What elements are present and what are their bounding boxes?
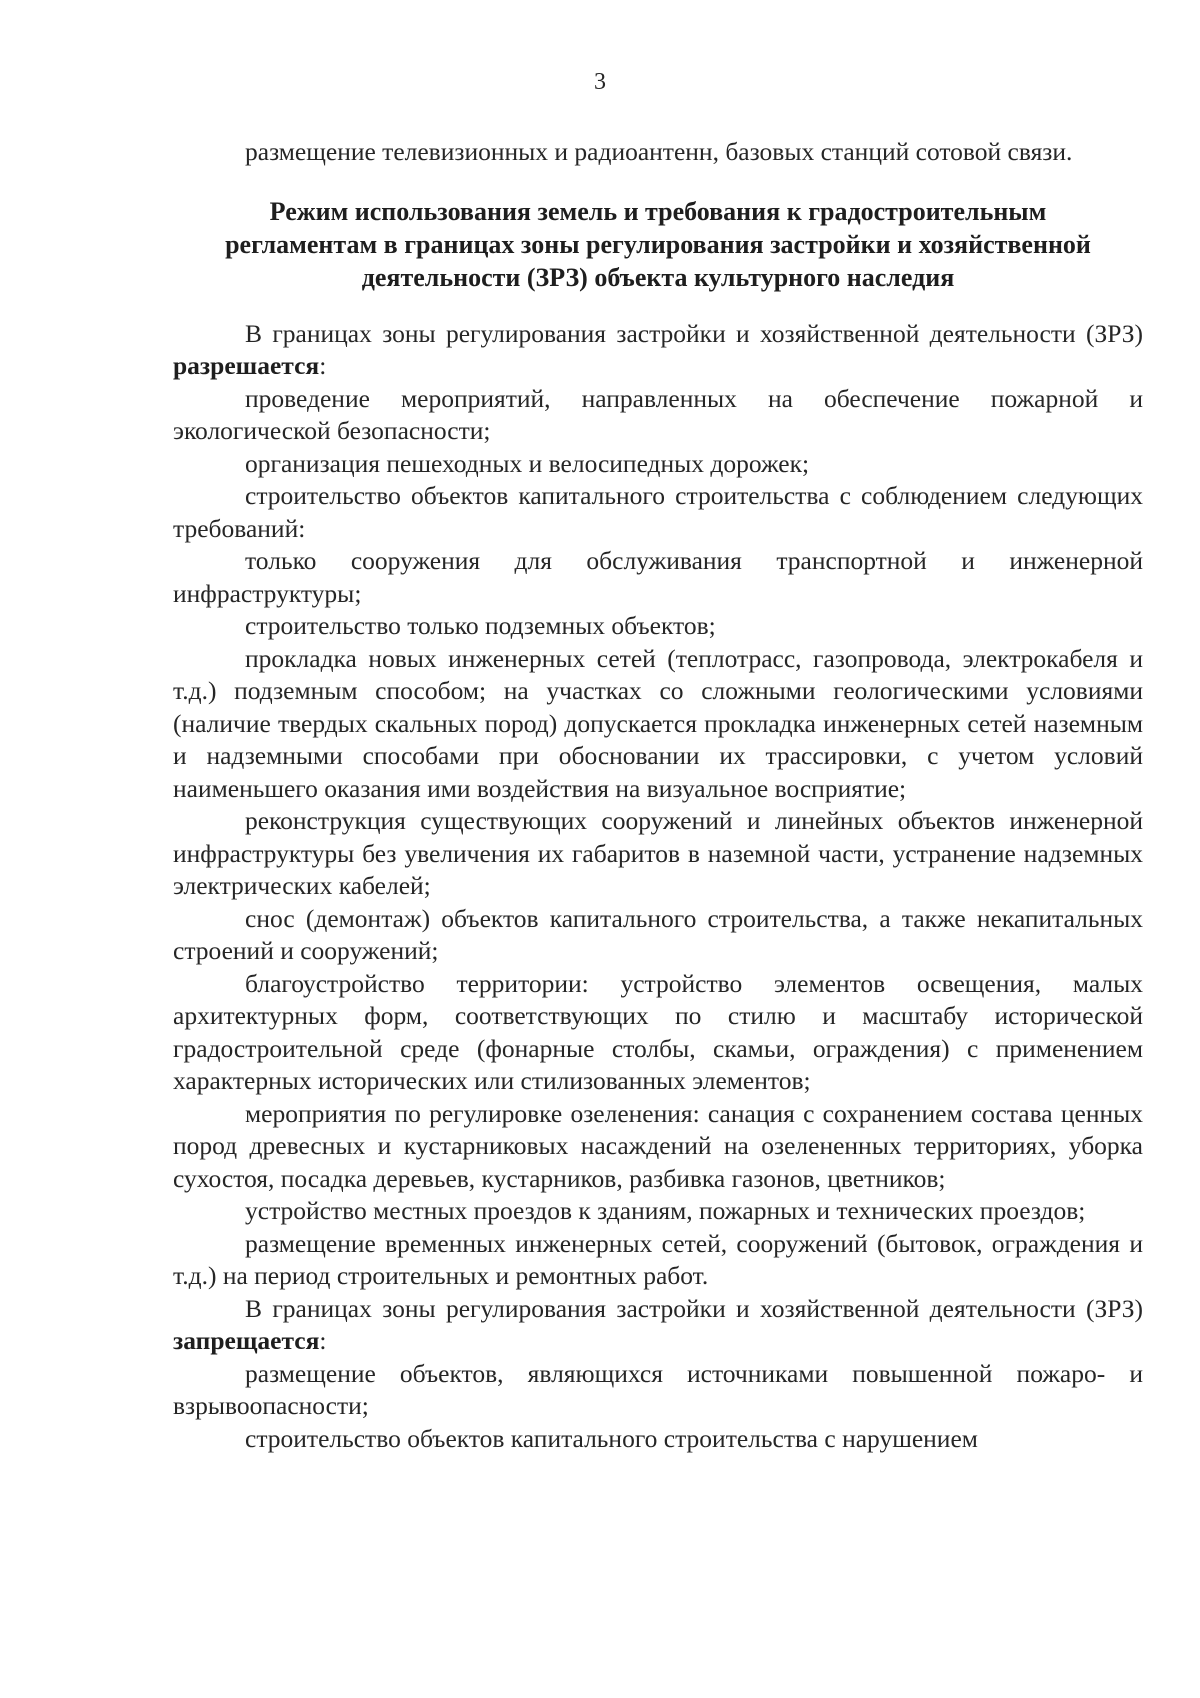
list-item-allowed: размещение временных инженерных сетей, сооружений (бытовок, ограждения и т.д.) на период строительных и ремонтных работ. (173, 1228, 1143, 1290)
paragraph-prohibited-lead (173, 1293, 1143, 1358)
list-item-allowed: мероприятия по регулировке озеленения: санация с сохранением состава ценных пород древесных и кустарниковых насаждений на озелененных территориях, уборка сухостоя, посадка деревьев, кустарников, разбивка газонов, цветников; (173, 1098, 1143, 1193)
list-item-allowed: строительство только подземных объектов; (245, 611, 716, 640)
list-item-allowed: благоустройство территории: устройство элементов освещения, малых архитектурных форм, соответствующих по стилю и масштабу исторической градостроительной среде (фонарные столбы, скамьи, ограждения) с применением характерных исторических или стилизованных элементов; (173, 968, 1143, 1095)
list-item-allowed: только сооружения для обслуживания транспортной и инженерной инфраструктуры; (173, 546, 1143, 608)
list-item-allowed: снос (демонтаж) объектов капитального строительства, а также некапитальных строений и сооружений; (173, 903, 1143, 965)
list-item-allowed: проведение мероприятий, направленных на обеспечение пожарной и экологической безопасности; (173, 383, 1143, 445)
prohibited-keyword: запрещается (173, 1326, 320, 1355)
paragraph-intro-continuation: размещение телевизионных и радиоантенн, базовых станций сотовой связи. (245, 137, 1073, 166)
allowed-colon: : (319, 351, 327, 380)
list-item-allowed: организация пешеходных и велосипедных дорожек; (245, 448, 810, 478)
prohibited-lead-text: В границах зоны регулирования застройки и хозяйственной деятельности (ЗРЗ) (245, 1293, 1143, 1323)
page-number: 3 (594, 69, 606, 95)
prohibited-colon: : (319, 1326, 327, 1355)
list-item-prohibited: размещение объектов, являющихся источниками повышенной пожаро- и взрывоопасности; (173, 1358, 1143, 1420)
section-heading: Режим использования земель и требования к градостроительным регламентам в границах зоны регулирования застройки и хозяйственной деятельности (ЗРЗ) объекта культурного наследия (225, 196, 1091, 292)
allowed-lead-text: В границах зоны регулирования застройки и хозяйственной деятельности (ЗРЗ) (245, 318, 1143, 348)
list-item-allowed: строительство объектов капитального строительства с соблюдением следующих требований: (173, 481, 1143, 543)
list-item-allowed: устройство местных проездов к зданиям, пожарных и технических проездов; (245, 1196, 1086, 1225)
list-item-prohibited: строительство объектов капитального строительства с нарушением (245, 1423, 978, 1453)
document-body (173, 136, 1143, 1455)
list-item-allowed: реконструкция существующих сооружений и линейных объектов инженерной инфраструктуры без увеличения их габаритов в наземной части, устранение надземных электрических кабелей; (173, 806, 1143, 900)
list-item-allowed: прокладка новых инженерных сетей (теплотрасс, газопровода, электрокабеля и т.д.) подземным способом; на участках со сложными геологическими условиями (наличие твердых скальных пород) допускается прокладка инженерных сетей наземным и надземными способами при обосновании их трассировки, с учетом условий наименьшего оказания ими воздействия на визуальное восприятие; (173, 643, 1143, 803)
allowed-keyword: разрешается (173, 351, 320, 380)
paragraph-allowed-lead (173, 318, 1143, 383)
